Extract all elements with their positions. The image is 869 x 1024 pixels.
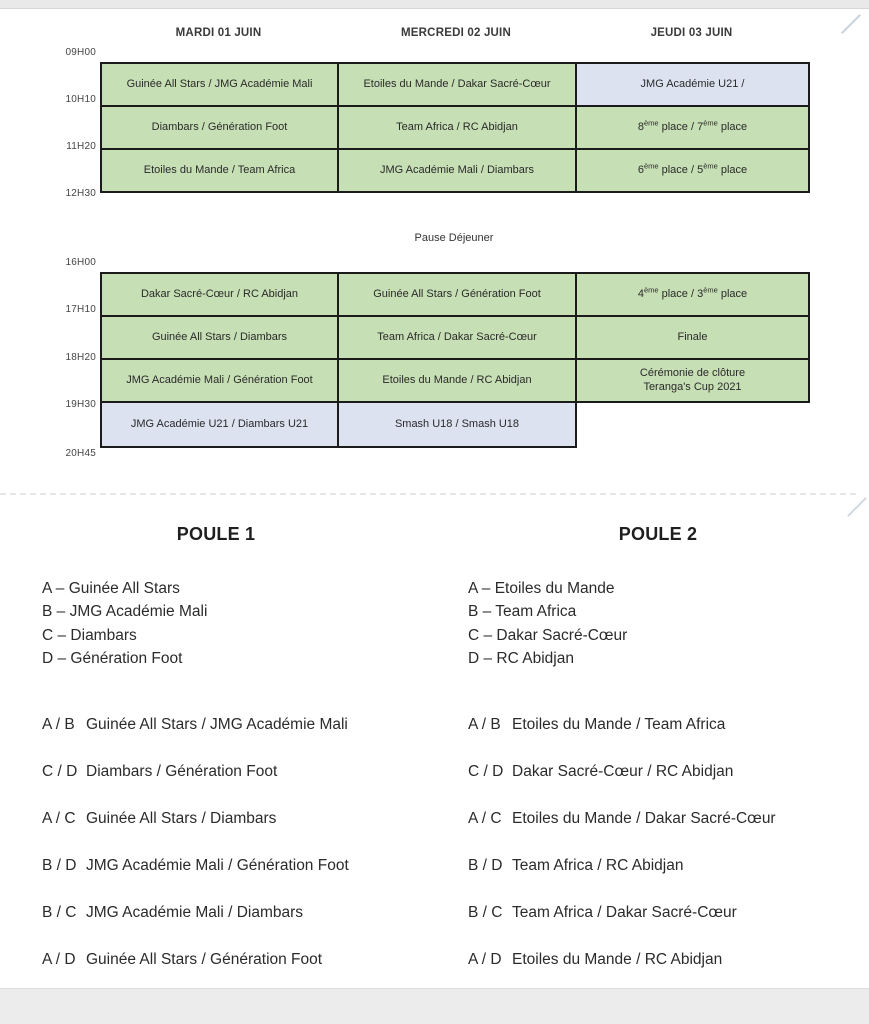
match-cell: Team Africa / RC Abidjan (338, 106, 576, 149)
time-label: 09H00 (65, 47, 96, 58)
match-cell: Guinée All Stars / Génération Foot (338, 273, 576, 316)
match-teams: Guinée All Stars / Diambars (86, 809, 277, 827)
top-window-bar (0, 0, 869, 9)
ceremony-cell: Cérémonie de clôture Teranga's Cup 2021 (576, 359, 809, 402)
placement-cell: 4ème place / 3ème place (576, 273, 809, 316)
pool-title: POULE 1 (176, 524, 256, 544)
pool-1-section (42, 524, 390, 998)
match-code: B / C (468, 903, 503, 921)
match-cell: Etoiles du Mande / RC Abidjan (338, 359, 576, 402)
match-cell: Etoiles du Mande / Dakar Sacré-Cœur (338, 63, 576, 106)
match-code: B / D (468, 856, 503, 874)
time-label: 10H10 (65, 94, 96, 105)
match-teams: Team Africa / RC Abidjan (512, 856, 684, 874)
match-row (468, 951, 848, 972)
match-code: B / C (42, 903, 77, 921)
team-list-item: A – Etoiles du Mande (468, 580, 615, 597)
team-list (42, 577, 390, 671)
fold-mark-icon (847, 497, 867, 517)
afternoon-schedule-table (100, 272, 810, 448)
match-row (42, 904, 390, 925)
match-row (42, 951, 390, 972)
match-code: A / D (42, 950, 76, 968)
match-code: C / D (468, 762, 504, 780)
match-code: C / D (42, 762, 78, 780)
team-list-item: C – Diambars (42, 626, 137, 644)
match-teams: Diambars / Génération Foot (86, 762, 278, 780)
match-code: A / B (468, 715, 501, 733)
placement-cell: 6ème place / 5ème place (576, 149, 809, 192)
fold-mark-icon (841, 14, 861, 34)
time-label: 18H20 (65, 352, 96, 363)
match-cell: JMG Académie Mali / Diambars (338, 149, 576, 192)
match-row (468, 763, 848, 784)
match-teams: Etoiles du Mande / Dakar Sacré-Cœur (512, 809, 776, 827)
match-row (42, 763, 390, 784)
match-cell: Etoiles du Mande / Team Africa (101, 149, 338, 192)
match-cell: Diambars / Génération Foot (101, 106, 338, 149)
special-match-cell: Smash U18 / Smash U18 (338, 402, 576, 447)
match-teams: Team Africa / Dakar Sacré-Cœur (512, 903, 737, 921)
morning-schedule-table (100, 62, 810, 193)
time-label: 20H45 (65, 448, 96, 459)
special-match-cell: JMG Académie U21 / Diambars U21 (101, 402, 338, 447)
team-list-item: B – JMG Académie Mali (42, 603, 208, 621)
match-row (468, 810, 848, 831)
final-cell: Finale (576, 316, 809, 359)
special-match-cell: JMG Académie U21 / (576, 63, 809, 106)
day-header-mardi: MARDI 01 JUIN (175, 27, 262, 39)
day-header-mercredi: MERCREDI 02 JUIN (401, 27, 511, 39)
match-row (42, 810, 390, 831)
team-list-item: D – RC Abidjan (468, 650, 574, 668)
team-list-item: A – Guinée All Stars (42, 580, 180, 597)
placement-cell: 8ème place / 7ème place (576, 106, 809, 149)
match-teams: JMG Académie Mali / Diambars (86, 903, 304, 921)
team-list-item: B – Team Africa (468, 603, 577, 621)
time-label: 16H00 (65, 257, 96, 268)
match-teams: Dakar Sacré-Cœur / RC Abidjan (512, 762, 734, 780)
match-cell: Team Africa / Dakar Sacré-Cœur (338, 316, 576, 359)
page-separator (0, 493, 856, 495)
match-code: A / C (42, 809, 76, 827)
match-cell: Dakar Sacré-Cœur / RC Abidjan (101, 273, 338, 316)
match-cell: JMG Académie Mali / Génération Foot (101, 359, 338, 402)
match-teams: Guinée All Stars / Génération Foot (86, 950, 323, 968)
match-code: B / D (42, 856, 77, 874)
match-teams: Etoiles du Mande / RC Abidjan (512, 950, 723, 968)
time-label: 17H10 (65, 304, 96, 315)
match-teams: Etoiles du Mande / Team Africa (512, 715, 726, 733)
time-label: 19H30 (65, 399, 96, 410)
pool-title: POULE 2 (618, 524, 698, 544)
team-list-item: D – Génération Foot (42, 650, 183, 668)
match-cell: Guinée All Stars / JMG Académie Mali (101, 63, 338, 106)
match-teams: JMG Académie Mali / Génération Foot (86, 856, 349, 874)
time-label: 11H20 (66, 141, 96, 152)
pause-label: Pause Déjeuner (414, 232, 494, 244)
match-list (42, 716, 390, 972)
day-header-jeudi: JEUDI 03 JUIN (650, 27, 733, 39)
match-code: A / D (468, 950, 502, 968)
match-row (42, 857, 390, 878)
match-code: A / B (42, 715, 75, 733)
team-list-item: C – Dakar Sacré-Cœur (468, 626, 628, 644)
match-list (468, 716, 848, 972)
bottom-window-bar (0, 988, 869, 1024)
match-teams: Guinée All Stars / JMG Académie Mali (86, 715, 348, 733)
match-code: A / C (468, 809, 502, 827)
match-row (468, 904, 848, 925)
match-row (468, 716, 848, 737)
match-cell: Guinée All Stars / Diambars (101, 316, 338, 359)
match-row (468, 857, 848, 878)
team-list (468, 577, 848, 671)
pool-2-section (468, 524, 848, 998)
time-label: 12H30 (65, 188, 96, 199)
match-row (42, 716, 390, 737)
